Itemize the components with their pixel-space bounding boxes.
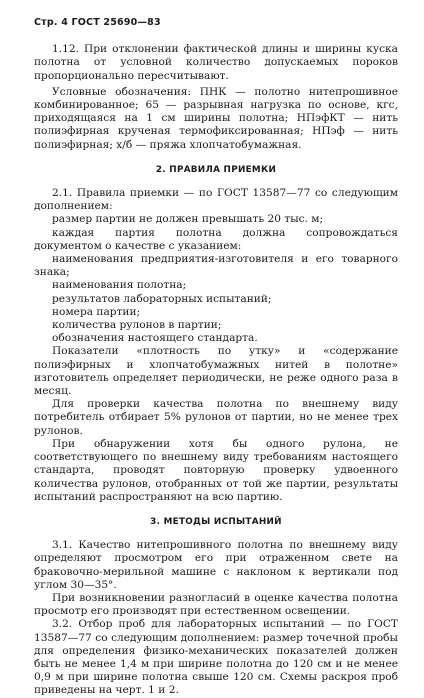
list-item-fabric-name: наименования полотна;: [52, 279, 187, 292]
paragraph-3-2: 3.2. Отбор проб для лабораторных испытаний — по ГОСТ 13587—77 со следующим дополнением: размер точечной пробы для определения физико-механических показателей должен быть не менее 1,4 м при ширине полотна до 120 см и не менее 0,9 м при ширине полотна свыше 120 см. Схемы раскроя проб приведены на черт. 1 и 2.: [34, 618, 398, 697]
list-item-lab-results: результатов лабораторных испытаний;: [52, 292, 272, 305]
list-item-batch-number: номера партии;: [52, 305, 141, 318]
paragraph-3-1: 3.1. Качество нитепрошивного полотна по внешнему виду определяют просмотром его при отраженном свете на браковочно-мерильной машине с наклоном к вертикали под углом 30—35°.: [34, 539, 398, 591]
list-item-batch-size: размер партии не должен превышать 20 тыс. м;: [52, 213, 324, 226]
paragraph-1-12: 1.12. При отклонении фактической длины и ширины куска полотна от условной количество допускаемых пороков пропорционально пересчитывают.: [34, 43, 398, 82]
paragraph-inspection: Для проверки качества полотна по внешнему виду потребитель отбирает 5% рулонов от партии, но не менее трех рулонов.: [34, 398, 398, 437]
section-2-title: 2. ПРАВИЛА ПРИЕМКИ: [155, 164, 277, 175]
list-item-standard: обозначения настоящего стандарта.: [52, 332, 258, 345]
paragraph-indicators: Показатели «плотность по утку» и «содержание полиэфирных и хлопчатобумажных нитей в полотне» изготовитель определяет периодически, не реже одного раза в месяц.: [34, 345, 398, 398]
list-item-manufacturer: наименования предприятия-изготовителя и его товарного знака;: [34, 253, 398, 279]
list-item-roll-count: количества рулонов в партии;: [52, 319, 222, 332]
paragraph-2-1: 2.1. Правила приемки — по ГОСТ 13587—77 со следующим дополнением:: [34, 187, 398, 213]
section-3-title: 3. МЕТОДЫ ИСПЫТАНИЙ: [150, 516, 282, 527]
page-header: Стр. 4 ГОСТ 25690—83: [34, 17, 161, 28]
paragraph-quality-doc: каждая партия полотна должна сопровождаться документом о качестве с указанием:: [34, 226, 398, 252]
paragraph-legend: Условные обозначения: ПНК — полотно нитепрошивное комбинированное; 65 — разрывная нагрузка по основе, кгс, приходящаяся на 1 см ширины полотна; НПэфКТ — нить полиэфирная крученая термофиксированная; НПэф — нить полиэфирная; х/б — пряжа хлопчатобумажная.: [34, 85, 398, 151]
paragraph-disputes: При возникновении разногласий в оценке качества полотна просмотр его производят при естественном освещении.: [34, 591, 398, 618]
paragraph-reinspection: При обнаружении хотя бы одного рулона, не соответствующего по внешнему виду требованиям настоящего стандарта, проводят повторную проверку удвоенного количества рулонов, отобранных от той же партии, результаты испытаний распространяют на всю партию.: [34, 437, 398, 503]
